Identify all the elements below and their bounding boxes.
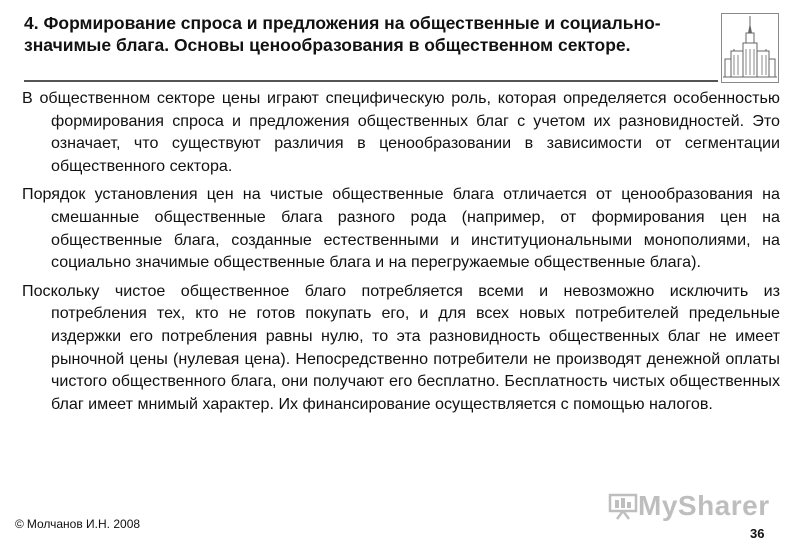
watermark bbox=[608, 488, 770, 524]
copyright-symbol: © bbox=[15, 517, 24, 531]
paragraph-3: Поскольку чистое общественное благо потребляется всеми и невозможно исключить из потребления тех, кто не готов покупать его, и для всех новых потребителей предельные издержки его потребления равны нулю, то эта разновидность общественных благ не имеет рыночной цены (нулевая цена). Непосредственно потребители не производят денежной оплаты чистого общественного блага, они получают его бесплатно. Бесплатность чистых общественных благ имеет мнимый характер. Их финансирование осуществляется с помощью налогов. bbox=[22, 281, 780, 413]
title-divider bbox=[24, 80, 718, 82]
slide-body bbox=[22, 87, 780, 415]
paragraph-2: Порядок установления цен на чистые общественные блага отличается от ценообразования на смешанные общественные блага разного рода (например, от формирования цен на общественные блага, созданные естественными и институциональными монополиями, на социально значимые общественные блага и на перегружаемые общественные блага). bbox=[22, 185, 780, 272]
slide-title: 4. Формирование спроса и предложения на общественные и социально-значимые блага. Основы ценообразования в общественном секторе. bbox=[24, 13, 661, 55]
watermark-text: MySharer bbox=[638, 490, 770, 521]
footer-author-name: Молчанов И.Н. 2008 bbox=[26, 517, 141, 531]
presentation-board-icon bbox=[608, 491, 638, 521]
page-number: 36 bbox=[750, 526, 765, 541]
university-building-icon bbox=[721, 13, 779, 83]
paragraph-1: В общественном секторе цены играют специфическую роль, которая определяется особенностью формирования спроса и предложения общественных благ с учетом их разновидностей. Это означает, что существуют различия в ценообразовании в зависимости от сегментации общественного сектора. bbox=[22, 89, 780, 175]
footer-copyright bbox=[15, 517, 140, 531]
